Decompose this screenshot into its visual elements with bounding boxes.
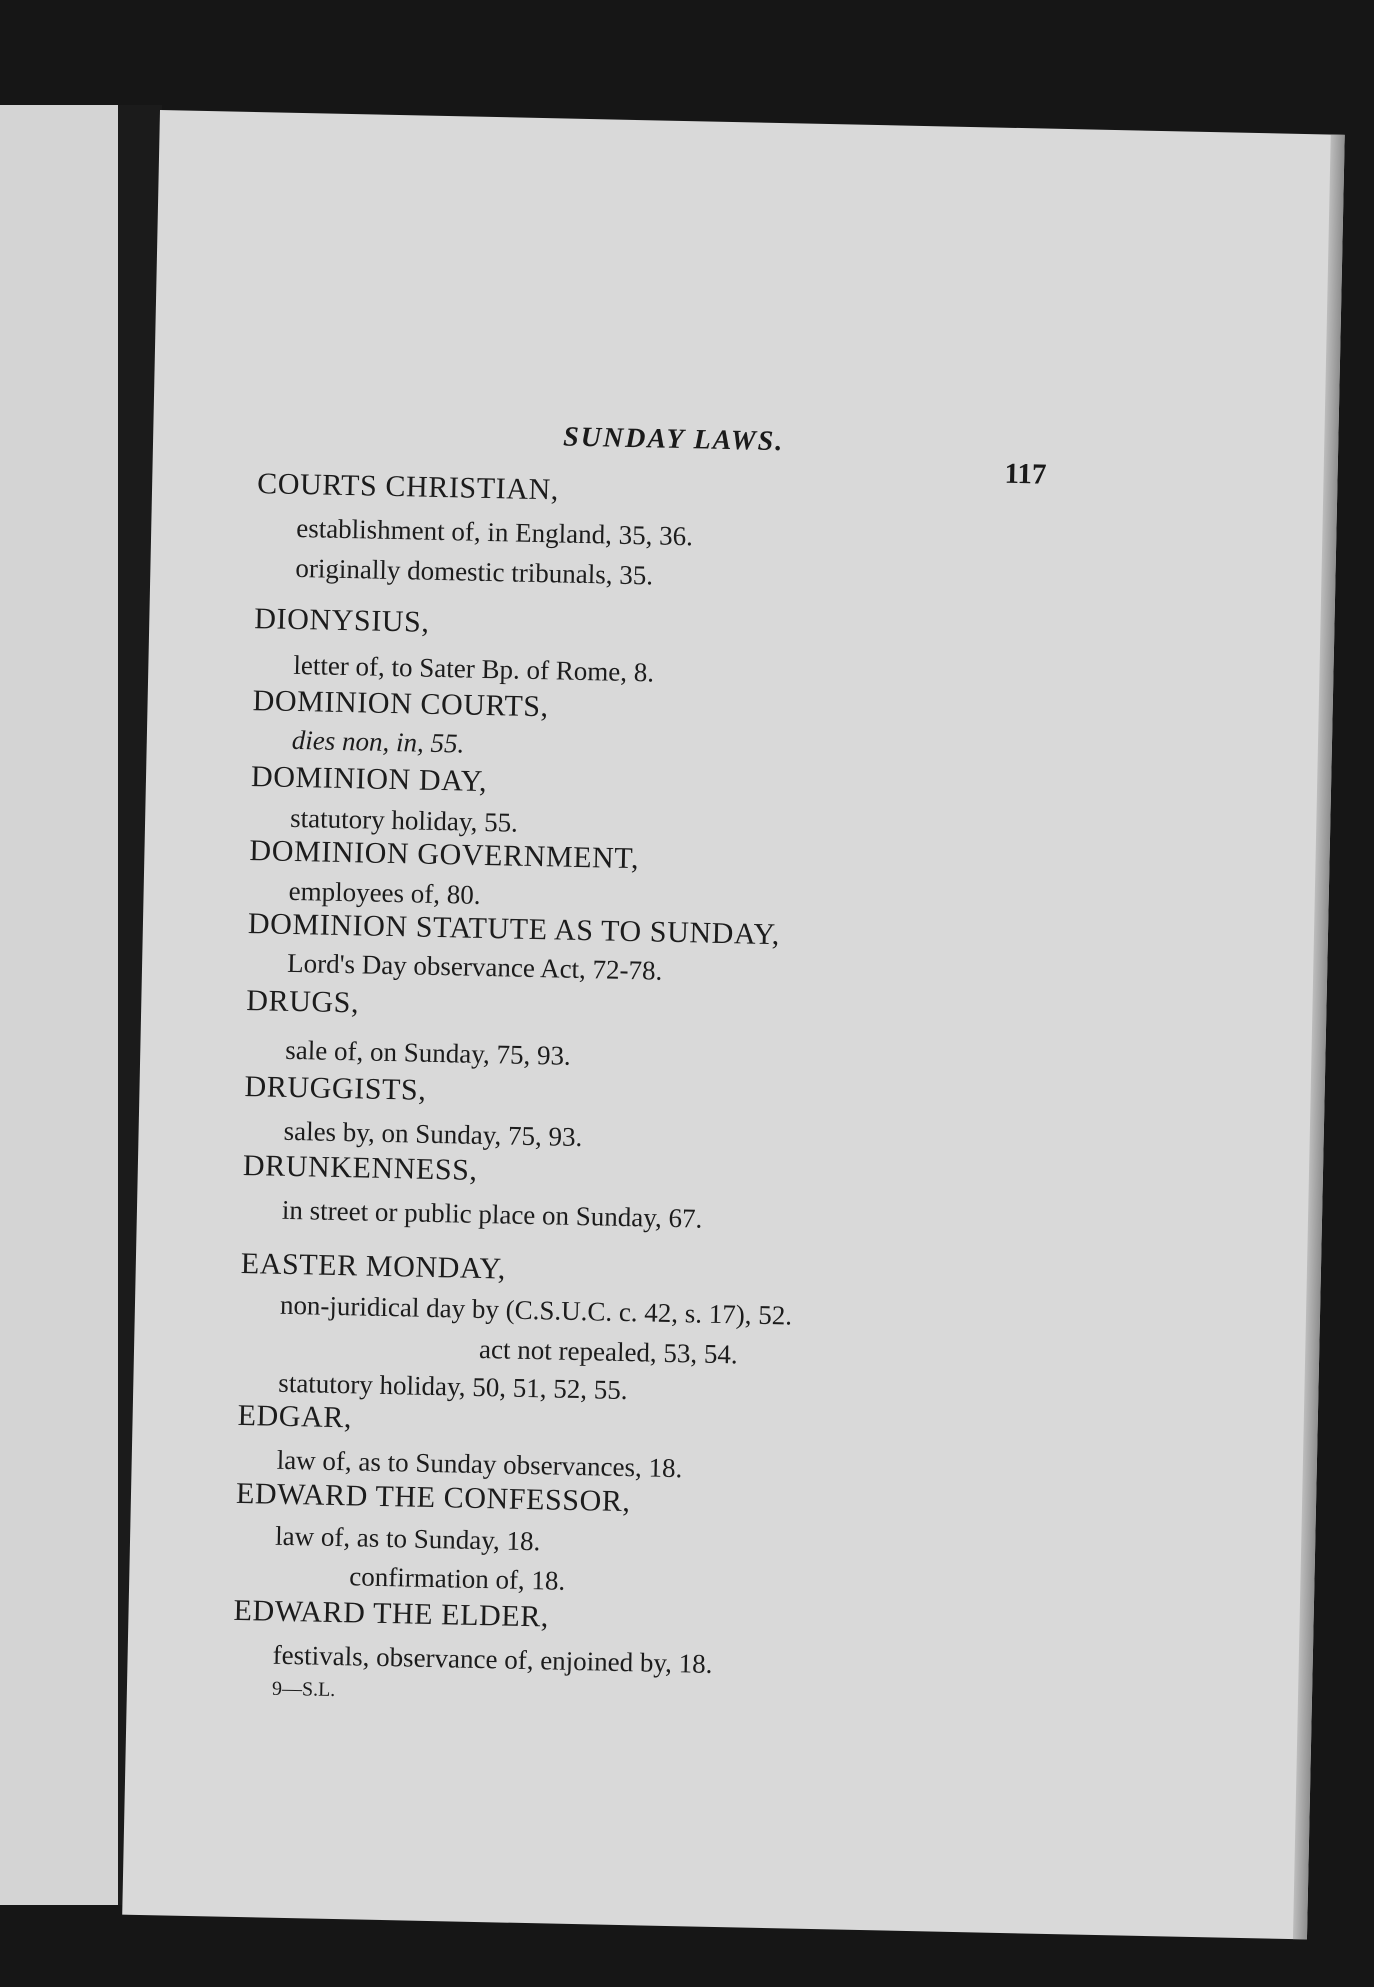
index-subentry: establishment of, in England, 35, 36. bbox=[295, 512, 694, 552]
index-subentry: act not repealed, 53, 54. bbox=[478, 1333, 739, 1370]
index-heading: DIONYSIUS, bbox=[254, 602, 430, 639]
index-heading: EDGAR, bbox=[237, 1398, 353, 1435]
index-heading: DRUGS, bbox=[246, 984, 360, 1020]
index-subentry: law of, as to Sunday, 18. bbox=[274, 1520, 541, 1557]
index-subentry: festivals, observance of, enjoined by, 18. bbox=[272, 1639, 713, 1679]
running-head: SUNDAY LAWS. bbox=[562, 421, 785, 458]
index-subentry: employees of, 80. bbox=[288, 875, 481, 910]
index-heading: DOMINION DAY, bbox=[250, 760, 488, 798]
index-heading: DOMINION STATUTE AS TO SUNDAY, bbox=[247, 907, 781, 952]
index-subentry: statutory holiday, 50, 51, 52, 55. bbox=[278, 1367, 628, 1406]
index-heading: DOMINION GOVERNMENT, bbox=[249, 834, 640, 876]
index-subentry: statutory holiday, 55. bbox=[289, 802, 519, 838]
printer-signature: 9—S.L. bbox=[271, 1677, 336, 1702]
index-heading: EDWARD THE ELDER, bbox=[233, 1593, 550, 1634]
index-subentry: in street or public place on Sunday, 67. bbox=[281, 1194, 703, 1234]
index-heading: DOMINION COURTS, bbox=[252, 684, 550, 724]
index-subentry: sales by, on Sunday, 75, 93. bbox=[283, 1115, 583, 1153]
index-heading: EASTER MONDAY, bbox=[240, 1246, 507, 1286]
index-subentry: sale of, on Sunday, 75, 93. bbox=[285, 1034, 572, 1071]
left-page-margin bbox=[0, 105, 118, 1905]
index-subentry: letter of, to Sater Bp. of Rome, 8. bbox=[293, 649, 655, 688]
index-heading: COURTS CHRISTIAN, bbox=[256, 467, 560, 507]
index-subentry: confirmation of, 18. bbox=[349, 1561, 566, 1596]
index-subentry: dies non, in, 55. bbox=[291, 724, 465, 759]
index-subentry: originally domestic tribunals, 35. bbox=[295, 552, 654, 591]
index-heading: DRUNKENNESS, bbox=[242, 1148, 478, 1187]
index-heading: EDWARD THE CONFESSOR, bbox=[235, 1476, 631, 1519]
index-entries bbox=[122, 110, 1345, 1939]
index-subentry: law of, as to Sunday observances, 18. bbox=[276, 1444, 683, 1484]
index-subentry: Lord's Day observance Act, 72-78. bbox=[286, 947, 663, 986]
book-page bbox=[122, 110, 1345, 1939]
index-heading: DRUGGISTS, bbox=[244, 1069, 427, 1107]
page-number: 117 bbox=[1004, 457, 1047, 491]
index-subentry: non-juridical day by (C.S.U.C. c. 42, s. 17), 52. bbox=[279, 1289, 793, 1331]
